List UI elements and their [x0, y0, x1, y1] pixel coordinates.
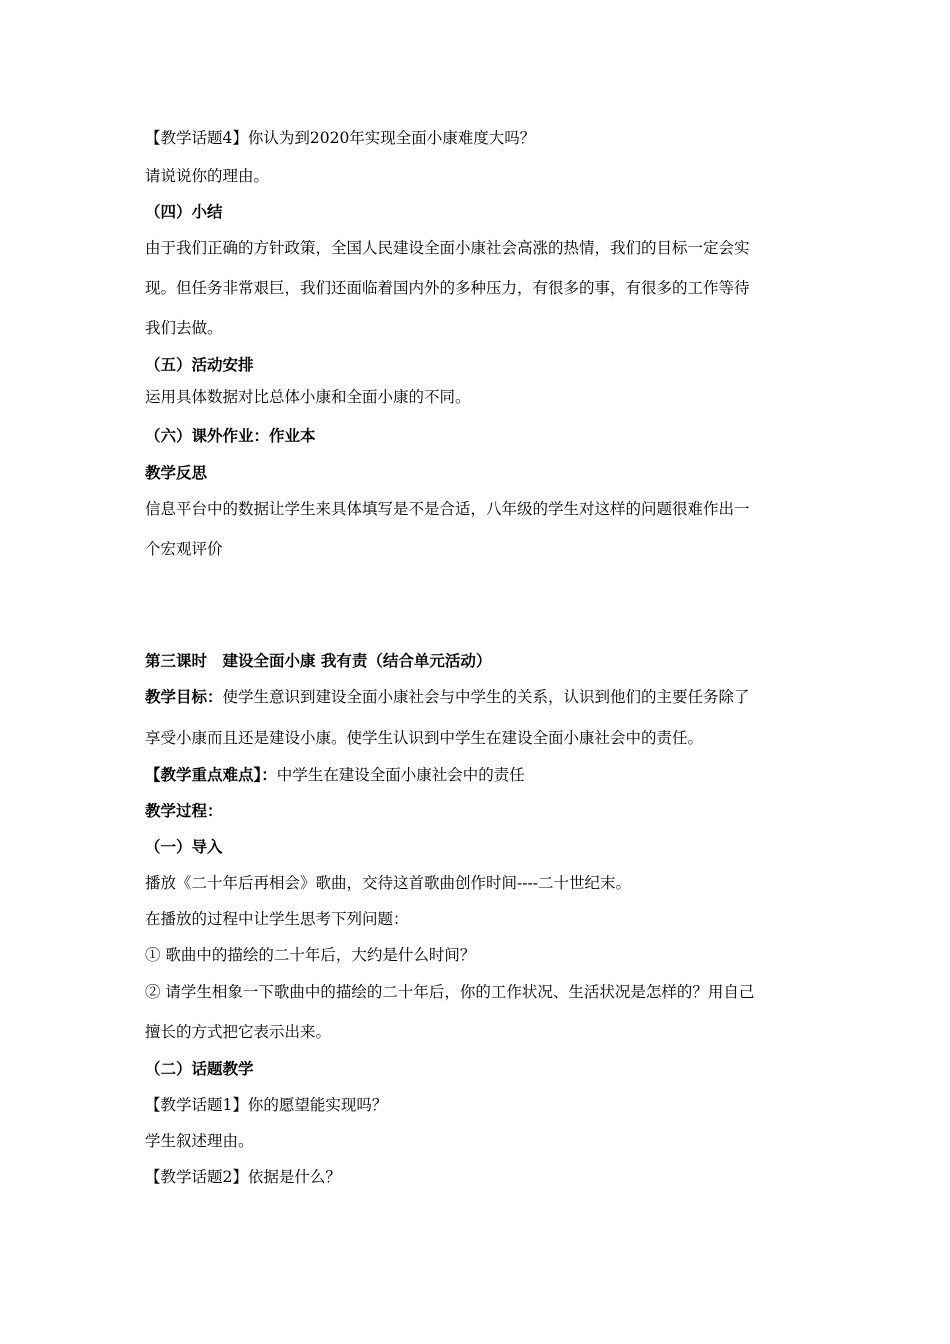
topic-1-text: 【教学话题1】你的愿望能实现吗？ [145, 1096, 388, 1114]
reflection-heading [145, 463, 810, 483]
key-points-label: 【教学重点难点】： [145, 765, 277, 784]
activity-text: 运用具体数据对比总体小康和全面小康的不同。 [145, 388, 471, 406]
think-line [145, 909, 810, 929]
summary-line-3-text: 我们去做。 [145, 319, 223, 337]
process-title: 教学过程： [145, 801, 223, 820]
song-text: 播放《二十年后再相会》歌曲，交待这首歌曲创作时间----二十世纪末。 [145, 874, 631, 892]
objective-line-1 [145, 687, 810, 707]
intro-title: （一）导入 [145, 837, 223, 856]
student-reason-line [145, 1131, 810, 1151]
topic-4-question [145, 128, 810, 148]
topic-2-text: 【教学话题2】依据是什么？ [145, 1168, 341, 1186]
song-line [145, 873, 810, 893]
summary-line-2-text: 现。但任务非常艰巨，我们还面临着国内外的多种压力，有很多的事，有很多的工作等待 [145, 279, 750, 297]
reflection-title: 教学反思 [145, 463, 208, 482]
reason-prompt-text: 请说说你的理由。 [145, 167, 270, 185]
question-2-line-2-text: 擅长的方式把它表示出来。 [145, 1023, 332, 1041]
objective-label: 教学目标： [145, 687, 223, 706]
section-summary-heading [145, 202, 810, 222]
question-2-line-1-text: ② 请学生相象一下歌曲中的描绘的二十年后，你的工作状况、生活状况是怎样的？用自己 [145, 983, 755, 1001]
objective-line-1-text: 使学生意识到建设全面小康社会与中学生的关系，认识到他们的主要任务除了 [222, 688, 750, 706]
summary-line-1 [145, 238, 810, 258]
think-text: 在播放的过程中让学生思考下列问题： [145, 910, 409, 928]
question-2-line-2 [145, 1022, 810, 1042]
question-2-line-1 [145, 982, 810, 1002]
lesson-3-title: 第三课时 建设全面小康 我有责（结合单元活动） [145, 651, 492, 670]
intro-heading [145, 837, 810, 857]
reflection-line-1 [145, 499, 810, 519]
reason-prompt [145, 166, 810, 186]
key-points-line [145, 765, 810, 785]
section-summary-title: （四）小结 [145, 202, 223, 221]
summary-line-3 [145, 318, 810, 338]
lesson-3-heading [145, 651, 810, 671]
section-homework-title: （六）课外作业：作业本 [145, 426, 316, 445]
summary-line-1-text: 由于我们正确的方针政策，全国人民建设全面小康社会高涨的热情，我们的目标一定会实 [145, 239, 750, 257]
question-1-line [145, 945, 810, 965]
reflection-line-2-text: 个宏观评价 [145, 540, 223, 558]
topic-teaching-heading [145, 1059, 810, 1079]
objective-line-2-text: 享受小康而且还是建设小康。使学生认识到中学生在建设全面小康社会中的责任。 [145, 729, 704, 747]
student-reason-text: 学生叙述理由。 [145, 1132, 254, 1150]
objective-line-2 [145, 728, 810, 748]
section-homework-heading [145, 426, 810, 446]
section-activity-heading [145, 355, 810, 375]
question-1-text: ① 歌曲中的描绘的二十年后，大约是什么时间？ [145, 946, 476, 964]
section-activity-title: （五）活动安排 [145, 355, 254, 374]
topic-teaching-title: （二）话题教学 [145, 1059, 254, 1078]
summary-line-2 [145, 278, 810, 298]
process-heading [145, 801, 810, 821]
reflection-line-1-text: 信息平台中的数据让学生来具体填写是不是合适，八年级的学生对这样的问题很难作出一 [145, 500, 750, 518]
activity-text-line [145, 387, 810, 407]
key-points-text: 中学生在建设全面小康社会中的责任 [276, 766, 525, 784]
topic-1-line [145, 1095, 810, 1115]
topic-4-text: 【教学话题4】你认为到2020年实现全面小康难度大吗？ [145, 129, 536, 147]
topic-2-line [145, 1167, 810, 1187]
reflection-line-2 [145, 539, 810, 559]
